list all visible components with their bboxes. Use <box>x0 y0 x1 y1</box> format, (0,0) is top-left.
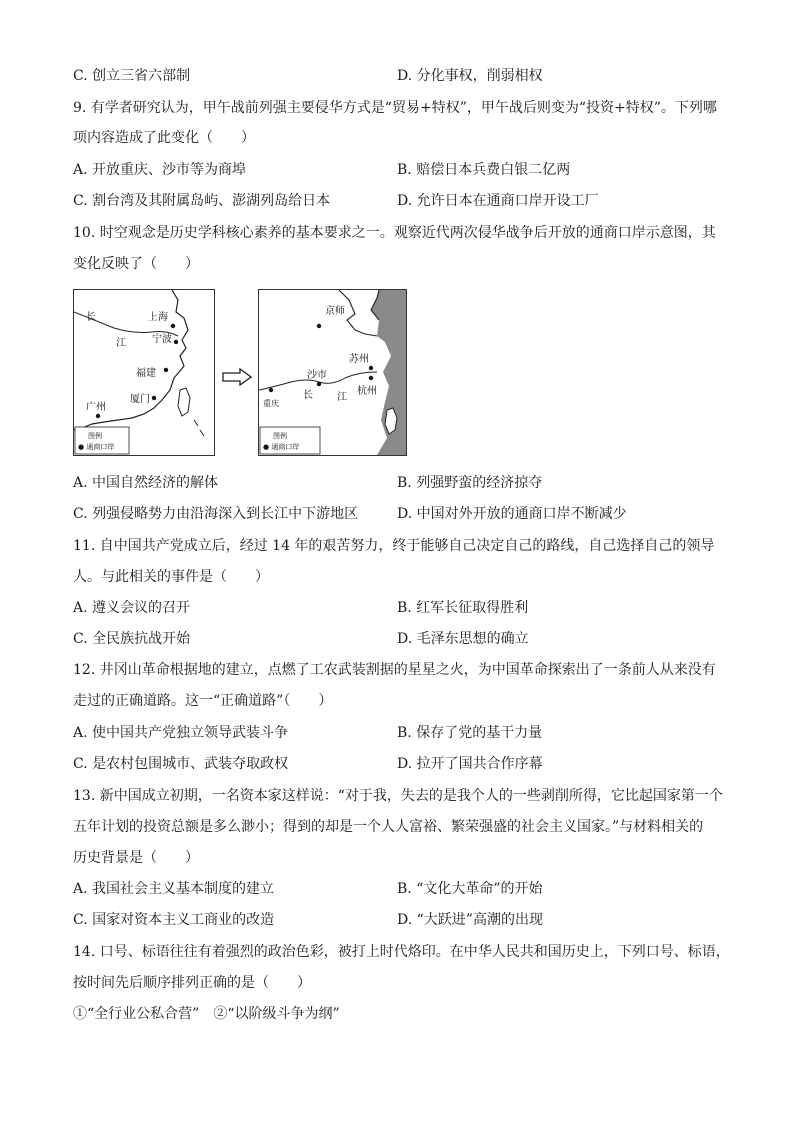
q10-option-b: B. 列强野蛮的经济掠夺 <box>397 475 543 491</box>
map2-label-jiang: 江 <box>337 392 347 403</box>
q11-option-a: A. 遵义会议的召开 <box>73 600 191 616</box>
port-dot-guangzhou <box>96 414 100 418</box>
q13-stem-line-1: 13. 新中国成立初期，一名资本家这样说：“对于我，失去的是我个人的一些剥削所得，它比起国家第一个 <box>73 788 723 804</box>
q9-option-a: A. 开放重庆、沙市等为商埠 <box>73 162 247 178</box>
q9-option-b: B. 赔偿日本兵费白银二亿两 <box>397 162 571 178</box>
port-dot-shashi <box>317 382 321 386</box>
port-dot-shanghai <box>171 324 175 328</box>
q9-option-d: D. 允许日本在通商口岸开设工厂 <box>397 193 599 209</box>
q12-option-c: C. 是农村包围城市、武装夺取政权 <box>73 756 289 772</box>
map2-label-chongqing: 重庆 <box>263 399 279 408</box>
q9-stem-line-1: 9. 有学者研究认为，甲午战前列强主要侵华方式是“贸易+特权”，甲午战后则变为“投资+特权”。下列哪 <box>73 100 717 116</box>
q14-items: ①“全行业公私合营” ②“以阶级斗争为纲” <box>73 1006 340 1022</box>
q12-option-a: A. 使中国共产党独立领导武装斗争 <box>73 725 289 741</box>
map1-label-chang: 长 <box>86 312 96 323</box>
q11-option-b: B. 红军长征取得胜利 <box>397 600 529 616</box>
map1-legend-title: 图例 <box>88 432 102 440</box>
port-dot-jingshi <box>317 324 321 328</box>
q10-option-c: C. 列强侵略势力由沿海深入到长江中下游地区 <box>73 506 359 522</box>
map1-label-ningbo: 宁波 <box>152 334 172 345</box>
map2-label-hangzhou: 杭州 <box>357 386 377 397</box>
q12-option-b: B. 保存了党的基干力量 <box>397 725 543 741</box>
q12-option-d: D. 拉开了国共合作序幕 <box>397 756 543 772</box>
map1-label-shanghai: 上海 <box>148 312 168 323</box>
map2-label-shashi: 沙市 <box>307 370 327 381</box>
q13-option-d: D. “大跃进”高潮的出现 <box>397 912 543 928</box>
q14-stem-line-2: 按时间先后顺序排列正确的是（ ） <box>73 975 311 991</box>
q13-option-a: A. 我国社会主义基本制度的建立 <box>73 881 275 897</box>
q8-option-d: D. 分化事权，削弱相权 <box>397 68 543 84</box>
q13-option-c: C. 国家对资本主义工商业的改造 <box>73 912 275 928</box>
q13-option-b: B. “文化大革命”的开始 <box>397 881 543 897</box>
map1-label-jiang: 江 <box>116 338 126 349</box>
q10-option-a: A. 中国自然经济的解体 <box>73 475 219 491</box>
port-dot-fuzhou <box>164 368 168 372</box>
port-dot-chongqing <box>269 388 273 392</box>
q11-stem-line-2: 人。与此相关的事件是（ ） <box>73 569 269 585</box>
port-dot-xiamen <box>152 396 156 400</box>
q13-stem-line-2: 五年计划的投资总额是多么渺小；得到的却是一个人人富裕、繁荣强盛的社会主义国家。”与材料相关的 <box>73 819 704 835</box>
q10-stem-line-1: 10. 时空观念是历史学科核心素养的基本要求之一。观察近代两次侵华战争后开放的通商口岸示意图，其 <box>73 225 716 241</box>
q9-stem-line-2: 项内容造成了此变化（ ） <box>73 130 255 146</box>
map2-label-jingshi: 京师 <box>325 306 345 317</box>
q13-stem-line-3: 历史背景是（ ） <box>73 850 199 866</box>
port-dot-ningbo <box>174 340 178 344</box>
map1-legend-item: ● 通商口岸 <box>78 443 115 451</box>
map2-label-suzhou: 苏州 <box>349 354 369 365</box>
map1-label-xiamen: 厦门 <box>130 394 150 405</box>
islands-mark <box>194 420 204 436</box>
q12-stem-line-1: 12. 井冈山革命根据地的建立，点燃了工农武装割据的星星之火，为中国革命探索出了一条前人从来没有 <box>73 662 716 678</box>
map2-legend-title: 图例 <box>273 432 287 440</box>
q10-option-d: D. 中国对外开放的通商口岸不断减少 <box>397 506 627 522</box>
map2-legend-item: ● 通商口岸 <box>263 443 300 451</box>
map2-label-chang: 长 <box>303 390 313 401</box>
arrow-icon <box>222 368 252 390</box>
taiwan-island <box>178 388 190 416</box>
q11-option-c: C. 全民族抗战开始 <box>73 631 191 647</box>
q14-stem-line-1: 14. 口号、标语往往有着强烈的政治色彩，被打上时代烙印。在中华人民共和国历史上，下列口号、标语， <box>73 944 730 960</box>
port-dot-hangzhou <box>369 376 373 380</box>
map1-label-guangzhou: 广州 <box>86 402 106 413</box>
map1-label-fujian: 福建 <box>136 368 156 379</box>
q9-option-c: C. 割台湾及其附属岛屿、澎湖列岛给日本 <box>73 193 331 209</box>
q12-stem-line-2: 走过的正确道路。这一“正确道路”（ ） <box>73 693 333 709</box>
treaty-ports-map-after <box>258 289 407 456</box>
q11-option-d: D. 毛泽东思想的确立 <box>397 631 529 647</box>
port-dot-suzhou <box>369 366 373 370</box>
treaty-ports-map-before <box>73 289 215 456</box>
q8-option-c: C. 创立三省六部制 <box>73 68 191 84</box>
q11-stem-line-1: 11. 自中国共产党成立后，经过 14 年的艰苦努力，终于能够自己决定自己的路线，自己选择自己的领导 <box>73 538 715 554</box>
q10-stem-line-2: 变化反映了（ ） <box>73 256 199 272</box>
